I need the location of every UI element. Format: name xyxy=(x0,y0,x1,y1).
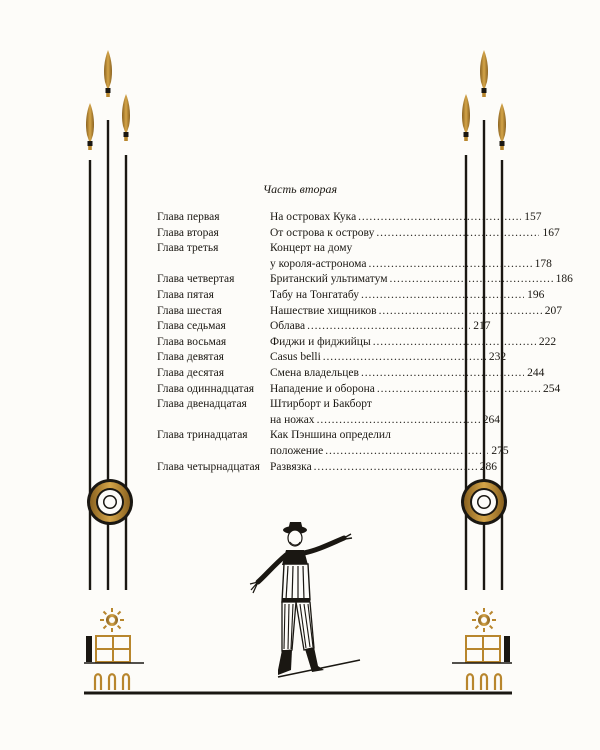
toc-chapter-label: Глава двенадцатая xyxy=(157,398,247,411)
toc-row xyxy=(157,460,498,476)
toc-title-line xyxy=(270,288,544,304)
toc-row xyxy=(157,304,562,320)
toc-chapter-label: Глава шестая xyxy=(157,304,222,317)
toc-title-text: Фиджи и фиджийцы xyxy=(270,335,371,348)
toc-entry xyxy=(270,304,562,320)
toc-row xyxy=(157,272,573,288)
toc-title-text: На островах Кука xyxy=(270,211,357,223)
toc-title-text: Как Пэншина определил xyxy=(270,429,391,442)
toc-entry xyxy=(270,210,542,226)
toc-entry xyxy=(270,319,490,335)
toc-title-line xyxy=(270,272,573,288)
toc-dot-leader xyxy=(321,350,486,366)
toc-title-line xyxy=(270,428,509,444)
toc-chapter-label: Глава одиннадцатая xyxy=(157,382,255,395)
toc-dot-leader xyxy=(377,304,542,320)
toc-row xyxy=(157,382,561,398)
toc-row xyxy=(157,288,545,304)
toc-entry xyxy=(270,428,509,459)
toc-row xyxy=(157,226,560,242)
toc-title-text: Табу на Тонгатабу xyxy=(270,288,360,301)
toc-dot-leader xyxy=(356,210,521,226)
toc-entry xyxy=(270,241,552,272)
sun-medallion-icon xyxy=(461,479,507,525)
toc-title-text: От острова к острову xyxy=(270,226,375,239)
toc-page-number: 232 xyxy=(488,351,507,364)
toc-page-number: 275 xyxy=(491,444,509,457)
sun-medallion-icon xyxy=(87,479,133,525)
toc-chapter-label: Глава четвертая xyxy=(157,273,235,286)
toc-chapter-label: Глава третья xyxy=(157,242,219,255)
spear-icon xyxy=(104,50,112,97)
toc-page-number: 254 xyxy=(543,382,561,395)
toc-entry xyxy=(270,460,497,476)
toc-row xyxy=(157,241,552,272)
toc-page-number: 264 xyxy=(482,413,500,426)
toc-row xyxy=(157,350,507,366)
toc-dot-leader xyxy=(374,226,539,242)
toc-title-line xyxy=(270,210,542,226)
toc-title-text: Смена владельцев xyxy=(270,366,359,379)
toc-title-line xyxy=(270,397,500,413)
toc-entry xyxy=(270,382,560,398)
toc-chapter-label: Глава тринадцатая xyxy=(157,429,248,442)
small-sun-icon xyxy=(100,608,124,632)
toc-dot-leader xyxy=(315,413,480,429)
toc-entry xyxy=(270,366,544,382)
toc-dot-leader xyxy=(388,272,553,288)
toc-title-line xyxy=(270,319,490,335)
toc-title-line xyxy=(270,226,560,242)
toc-title-text: Нашествие хищников xyxy=(270,304,377,317)
toc-entry xyxy=(270,226,560,242)
toc-title-text: у короля-астронома xyxy=(270,257,367,270)
toc-title-text: положение xyxy=(270,444,324,457)
toc-title-line xyxy=(270,335,556,351)
toc-title-text: Casus belli xyxy=(270,351,321,364)
toc-page-number: 196 xyxy=(527,288,545,301)
toc-row xyxy=(157,366,545,382)
toc-chapter-label: Глава вторая xyxy=(157,226,219,239)
toc-title-line xyxy=(270,241,552,257)
toc-title-text: Нападение и оборона xyxy=(270,382,375,395)
toc-entry xyxy=(270,288,544,304)
toc-title-line xyxy=(270,460,497,476)
toc-row xyxy=(157,397,500,428)
spear-icon xyxy=(498,103,506,150)
toc-title-line xyxy=(270,304,562,320)
toc-dot-leader xyxy=(323,444,488,460)
toc-dot-leader xyxy=(359,366,524,382)
toc-entry xyxy=(270,272,573,288)
toc-page-number: 217 xyxy=(473,320,491,333)
toc-page-number: 157 xyxy=(524,211,542,223)
toc-title-line xyxy=(270,257,552,273)
part-title: Часть вторая xyxy=(262,182,338,196)
spear-icon xyxy=(462,94,470,141)
toc-row xyxy=(157,210,542,226)
toc-row xyxy=(157,428,509,459)
toc-title-text: Британский ультиматум xyxy=(270,273,388,286)
sailor-illustration xyxy=(248,520,368,685)
left-pillar xyxy=(84,50,144,690)
toc-page-number: 178 xyxy=(534,257,552,270)
toc-chapter-label: Глава первая xyxy=(157,211,220,223)
toc-chapter-label: Глава десятая xyxy=(157,366,225,379)
toc-dot-leader xyxy=(312,460,477,476)
toc-entry xyxy=(270,397,500,428)
toc-title-text: Облава xyxy=(270,320,306,333)
toc-title-line xyxy=(270,413,500,429)
toc-title-text: Штирборт и Бакборт xyxy=(270,398,372,411)
toc-title-text: Концерт на дому xyxy=(270,242,353,255)
toc-dot-leader xyxy=(359,288,524,304)
toc-title-line xyxy=(270,382,560,398)
toc-row xyxy=(157,319,491,335)
toc-dot-leader xyxy=(371,335,536,351)
toc-chapter-label: Глава седьмая xyxy=(157,320,226,333)
toc-title-text: Развязка xyxy=(270,460,312,473)
toc-title-line xyxy=(270,444,509,460)
toc-chapter-label: Глава девятая xyxy=(157,351,224,364)
toc-title-line xyxy=(270,350,506,366)
toc-page-number: 244 xyxy=(527,366,545,379)
toc-title-line xyxy=(270,366,544,382)
small-sun-icon xyxy=(472,608,496,632)
toc-page-number: 167 xyxy=(542,226,560,239)
toc-page-number: 207 xyxy=(544,304,562,317)
toc-entry xyxy=(270,335,556,351)
toc-dot-leader xyxy=(366,257,531,273)
toc-row xyxy=(157,335,557,351)
toc-page-number: 222 xyxy=(538,335,557,348)
spear-icon xyxy=(122,94,130,141)
spear-icon xyxy=(480,50,488,97)
toc-page-number: 286 xyxy=(479,460,498,473)
toc-dot-leader xyxy=(375,382,540,398)
spear-icon xyxy=(86,103,94,150)
toc-title-text: на ножах xyxy=(270,413,315,426)
toc-chapter-label: Глава восьмая xyxy=(157,335,227,348)
toc-dot-leader xyxy=(305,319,470,335)
toc-chapter-label: Глава четырнадцатая xyxy=(157,460,260,473)
table-of-contents xyxy=(157,210,573,475)
toc-entry xyxy=(270,350,506,366)
toc-chapter-label: Глава пятая xyxy=(157,288,214,301)
toc-page-number: 186 xyxy=(555,273,573,286)
